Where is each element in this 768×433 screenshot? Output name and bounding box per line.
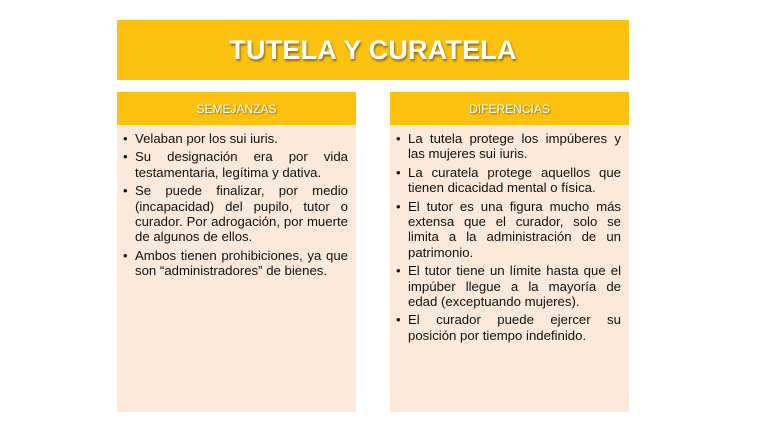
- list-item: • Su designación era por vida testamentaria, legítima y dativa.: [123, 149, 348, 180]
- semejanzas-list: [123, 131, 348, 279]
- diferencias-header-label: DIFERENCIAS: [469, 101, 550, 116]
- list-item: • La curatela protege aquellos que tienen dicacidad mental o física.: [396, 165, 621, 196]
- list-item: • Velaban por los sui iuris.: [123, 131, 348, 146]
- semejanzas-header-label: SEMEJANZAS: [196, 101, 277, 116]
- list-item: • Se puede finalizar, por medio (incapacidad) del pupilo, tutor o curador. Por adrogación, por muerte de algunos de ellos.: [123, 183, 348, 245]
- semejanzas-box: [117, 125, 356, 412]
- diferencias-header: [390, 92, 629, 125]
- list-item: • La tutela protege los impúberes y las mujeres sui iuris.: [396, 131, 621, 162]
- diferencias-list: [396, 131, 621, 343]
- semejanzas-header: [117, 92, 356, 125]
- diferencias-box: [390, 125, 629, 412]
- title-banner: [117, 20, 629, 80]
- list-item: • Ambos tienen prohibiciones, ya que son “administradores” de bienes.: [123, 248, 348, 279]
- list-item: • El curador puede ejercer su posición por tiempo indefinido.: [396, 312, 621, 343]
- list-item: • El tutor tiene un límite hasta que el impúber llegue a la mayoría de edad (exceptuando mujeres).: [396, 263, 621, 309]
- page-title: TUTELA Y CURATELA: [229, 34, 517, 65]
- list-item: • El tutor es una figura mucho más extensa que el curador, solo se limita a la administración de un patrimonio.: [396, 199, 621, 261]
